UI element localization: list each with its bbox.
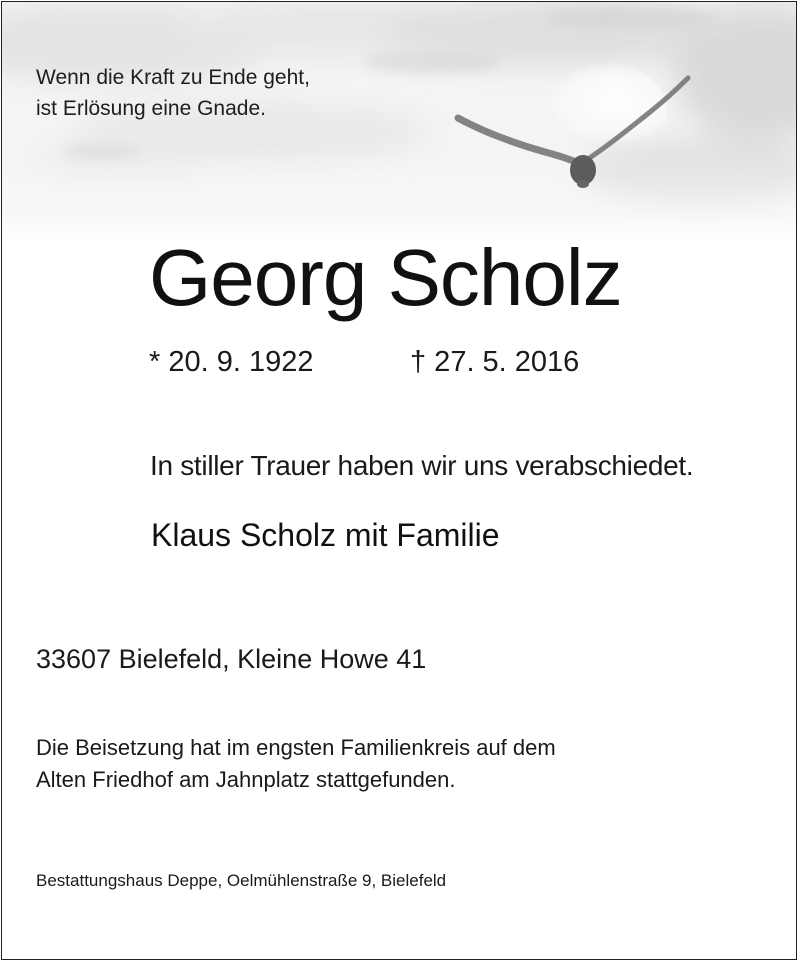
family-signature: Klaus Scholz mit Familie <box>151 517 500 553</box>
burial-line-1: Die Beisetzung hat im engsten Familienkreis auf dem <box>36 735 556 760</box>
burial-note <box>36 732 556 796</box>
deceased-name: Georg Scholz <box>149 233 622 322</box>
motto-line-2: ist Erlösung eine Gnade. <box>36 97 266 120</box>
birth-date: * 20. 9. 1922 <box>149 346 314 378</box>
obituary-notice <box>1 1 797 960</box>
undertaker-footer: Bestattungshaus Deppe, Oelmühlenstraße 9, Bielefeld <box>36 871 447 890</box>
seagull-icon <box>450 72 695 192</box>
burial-line-2: Alten Friedhof am Jahnplatz stattgefunden. <box>36 767 456 792</box>
motto-line-1: Wenn die Kraft zu Ende geht, <box>36 66 310 89</box>
family-address: 33607 Bielefeld, Kleine Howe 41 <box>36 644 427 674</box>
mourning-statement: In stiller Trauer haben wir uns verabschiedet. <box>150 450 694 481</box>
death-date: † 27. 5. 2016 <box>410 346 580 378</box>
motto-quote <box>36 62 310 124</box>
